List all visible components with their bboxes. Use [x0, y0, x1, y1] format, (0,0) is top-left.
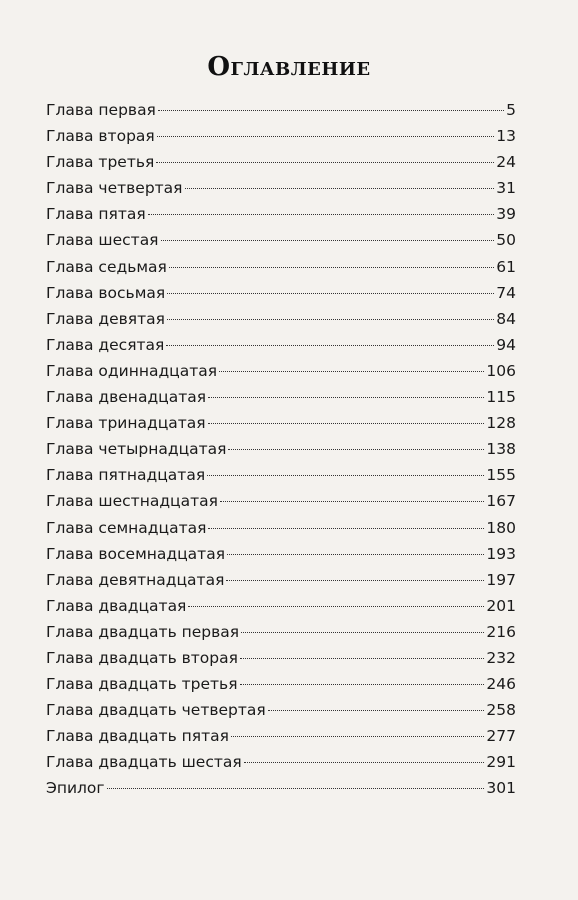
toc-entry-title: Глава первая — [46, 101, 156, 119]
dot-leader — [231, 736, 484, 737]
dot-leader — [227, 554, 484, 555]
toc-entry-page-number: 94 — [496, 335, 516, 354]
toc-entry — [46, 515, 516, 541]
toc-entry — [46, 280, 516, 306]
toc-entry — [46, 175, 516, 201]
toc-entry-title: Глава восьмая — [46, 283, 166, 302]
toc-entry — [46, 541, 516, 567]
toc-entry-title: Глава третья — [46, 153, 155, 172]
toc-entry — [46, 436, 516, 462]
toc-entry-page-number: 128 — [486, 414, 516, 433]
toc-entry-page-number: 180 — [486, 518, 516, 537]
toc-entry-page-number: 115 — [486, 388, 516, 407]
toc-entry-title: Глава четырнадцатая — [46, 440, 227, 459]
toc-entry-page-number: 197 — [486, 570, 516, 589]
toc-entry — [46, 723, 516, 749]
toc-entry-page-number: 246 — [486, 675, 516, 694]
dot-leader — [148, 214, 495, 215]
toc-entry — [46, 384, 516, 410]
toc-entry-title: Глава девятнадцатая — [46, 570, 225, 589]
toc-entry-page-number: 291 — [486, 753, 516, 772]
toc-entry — [46, 749, 516, 775]
toc-entry-title: Глава двадцать пятая — [46, 727, 229, 746]
page-title: Оглавление — [207, 52, 371, 82]
dot-leader — [240, 658, 484, 659]
dot-leader — [207, 475, 484, 476]
toc-entry-title: Глава двенадцатая — [46, 388, 207, 407]
dot-leader — [157, 136, 495, 137]
toc-entry — [46, 697, 516, 723]
toc-entry-title: Глава двадцать вторая — [46, 648, 238, 667]
toc-entry — [46, 123, 516, 149]
toc-entry-title: Глава четвертая — [46, 179, 183, 198]
dot-leader — [226, 580, 484, 581]
toc-entry-title: Глава семнадцатая — [46, 518, 207, 537]
dot-leader — [107, 788, 485, 789]
table-of-contents — [46, 97, 516, 802]
toc-entry-title: Глава двадцатая — [46, 596, 187, 615]
toc-entry — [46, 201, 516, 227]
toc-entry — [46, 567, 516, 593]
toc-entry-page-number: 61 — [496, 257, 516, 276]
dot-leader — [188, 606, 484, 607]
toc-entry-page-number: 39 — [496, 205, 516, 224]
toc-entry-title: Глава вторая — [46, 127, 155, 146]
dot-leader — [185, 188, 495, 189]
toc-entry — [46, 593, 516, 619]
toc-entry-page-number: 138 — [486, 440, 516, 459]
dot-leader — [241, 632, 484, 633]
toc-entry-page-number: 155 — [486, 466, 516, 485]
toc-entry-title: Глава шестнадцатая — [46, 492, 218, 511]
dot-leader — [158, 110, 504, 111]
toc-entry-title: Глава тринадцатая — [46, 414, 206, 433]
toc-entry-page-number: 5 — [506, 101, 516, 119]
dot-leader — [167, 319, 494, 320]
toc-entry-title: Глава двадцать третья — [46, 675, 238, 694]
toc-entry-page-number: 232 — [486, 648, 516, 667]
toc-entry-page-number: 84 — [496, 309, 516, 328]
dot-leader — [268, 710, 485, 711]
dot-leader — [244, 762, 485, 763]
toc-entry-page-number: 50 — [496, 231, 516, 250]
toc-entry-title: Глава восемнадцатая — [46, 544, 226, 563]
toc-entry — [46, 227, 516, 253]
toc-entry — [46, 775, 516, 801]
dot-leader — [167, 293, 494, 294]
toc-entry — [46, 306, 516, 332]
toc-entry-page-number: 24 — [496, 153, 516, 172]
toc-entry-page-number: 13 — [496, 127, 516, 146]
dot-leader — [208, 528, 484, 529]
toc-entry-title: Глава одиннадцатая — [46, 361, 218, 380]
toc-entry-title: Глава пятнадцатая — [46, 466, 206, 485]
toc-entry-title: Эпилог — [46, 779, 105, 798]
toc-entry-page-number: 31 — [496, 179, 516, 198]
dot-leader — [220, 501, 484, 502]
toc-entry-page-number: 106 — [486, 361, 516, 380]
dot-leader — [161, 240, 495, 241]
toc-entry-page-number: 301 — [486, 779, 516, 798]
dot-leader — [228, 449, 484, 450]
toc-entry-page-number: 74 — [496, 283, 516, 302]
dot-leader — [169, 267, 494, 268]
toc-entry-title: Глава пятая — [46, 205, 146, 224]
toc-entry — [46, 97, 516, 123]
toc-entry-page-number: 277 — [486, 727, 516, 746]
toc-entry-page-number: 201 — [486, 596, 516, 615]
toc-entry-title: Глава десятая — [46, 335, 165, 354]
dot-leader — [219, 371, 484, 372]
toc-entry — [46, 645, 516, 671]
toc-entry — [46, 462, 516, 488]
dot-leader — [240, 684, 485, 685]
toc-entry — [46, 358, 516, 384]
toc-entry — [46, 671, 516, 697]
toc-entry-page-number: 258 — [486, 701, 516, 720]
toc-entry — [46, 410, 516, 436]
toc-entry — [46, 332, 516, 358]
toc-entry-title: Глава двадцать первая — [46, 622, 240, 641]
toc-entry — [46, 149, 516, 175]
toc-entry-title: Глава двадцать четвертая — [46, 701, 266, 720]
toc-entry-page-number: 193 — [486, 544, 516, 563]
dot-leader — [208, 423, 485, 424]
dot-leader — [166, 345, 494, 346]
toc-entry-title: Глава двадцать шестая — [46, 753, 242, 772]
toc-entry-page-number: 167 — [486, 492, 516, 511]
toc-entry — [46, 488, 516, 514]
dot-leader — [208, 397, 484, 398]
toc-entry-title: Глава седьмая — [46, 257, 167, 276]
toc-entry-page-number: 216 — [486, 622, 516, 641]
toc-entry — [46, 619, 516, 645]
toc-entry-title: Глава девятая — [46, 309, 165, 328]
dot-leader — [156, 162, 494, 163]
toc-entry — [46, 254, 516, 280]
toc-entry-title: Глава шестая — [46, 231, 159, 250]
